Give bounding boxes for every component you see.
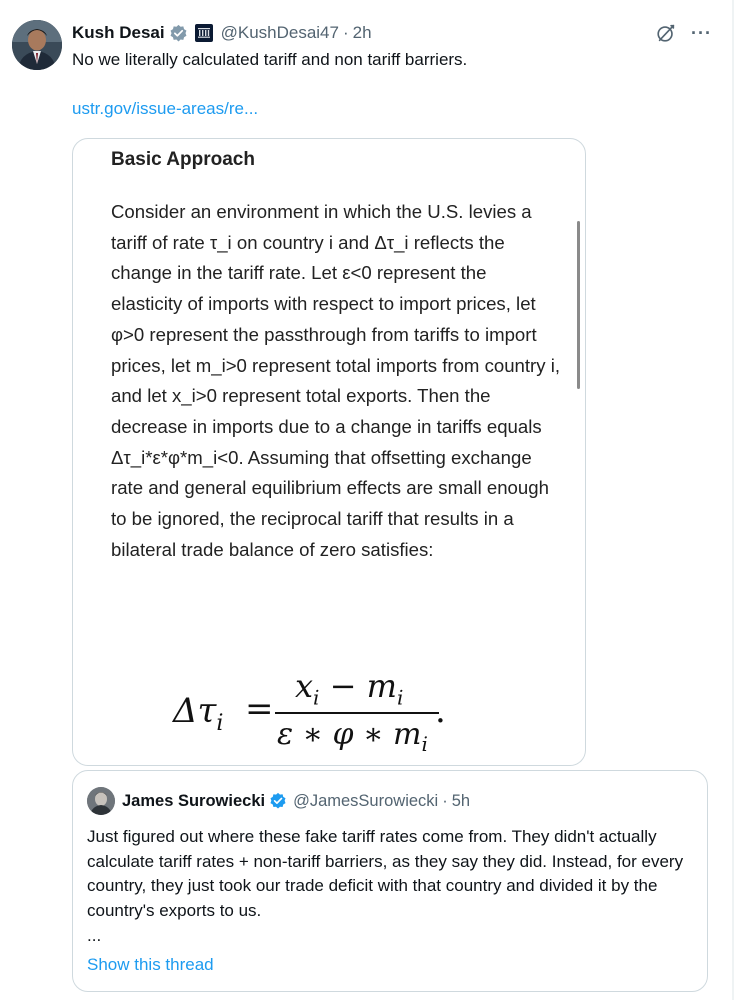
quoted-tweet-ellipsis: ... <box>87 926 102 945</box>
document-scrollbar <box>577 221 580 389</box>
header-separator: · <box>342 23 349 42</box>
more-options-icon[interactable]: ··· <box>691 23 712 43</box>
formula-equals: = <box>245 689 274 729</box>
quoted-tweet[interactable] <box>72 770 708 992</box>
quoted-author-handle: @JamesSurowiecki <box>293 791 439 810</box>
document-body: Consider an environment in which the U.S. levies a tariff of rate τ_i on country i and Δτ_i reflects the change in the tariff rate. Let ε<0 represent the elasticity of imports with respect to import prices, let φ>0 represent the passthrough from tariffs to import prices, let m_i>0 represent total imports from country i, and let x_i>0 represent total exports. Then the decrease in imports due to a change in tariffs equals Δτ_i*ε*φ*m_i<0. Assuming that offsetting exchange rate and general equilibrium effects are small enough to be ignored, the reciprocal tariff that results in a bilateral trade balance of zero satisfies: <box>111 201 561 560</box>
grok-icon[interactable] <box>655 22 677 44</box>
verified-badge-icon <box>169 24 188 43</box>
quoted-tweet-header <box>122 788 470 814</box>
media-image[interactable] <box>72 138 586 766</box>
show-thread-link[interactable]: Show this thread <box>87 955 214 974</box>
formula-lhs: $\Delta\tau_i$ <box>173 691 224 736</box>
tweet-actions-top <box>655 22 712 44</box>
affiliation-badge-icon[interactable] <box>195 24 213 42</box>
tweet-text: No we literally calculated tariff and non tariff barriers. <box>72 50 468 69</box>
formula-numerator: $x_i - m_i$ <box>295 667 404 710</box>
verified-badge-icon <box>269 792 287 810</box>
tariff-formula <box>173 667 553 762</box>
tweet-timestamp[interactable]: 2h <box>352 23 372 42</box>
author-name[interactable]: Kush Desai <box>72 23 165 42</box>
author-handle[interactable]: @KushDesai47 <box>220 23 339 42</box>
formula-denominator: ε ∗ φ ∗ $m_i$ <box>277 717 428 756</box>
quoted-author-name: James Surowiecki <box>122 791 266 810</box>
quoted-tweet-timestamp: 5h <box>451 791 471 810</box>
document-heading: Basic Approach <box>111 149 255 170</box>
formula-period: . <box>435 691 446 731</box>
quoted-header-separator: · <box>442 791 448 810</box>
quoted-tweet-text: Just figured out where these fake tariff rates come from. They didn't actually calculate tariff rates + non-tariff barriers, as they say they did. Instead, for every country, they just took our trade deficit with that country and divided it by the country's exports to us. <box>87 827 684 920</box>
formula-fraction-bar <box>275 712 439 714</box>
tweet-link[interactable]: ustr.gov/issue-areas/re... <box>72 99 259 118</box>
author-avatar[interactable] <box>12 20 62 70</box>
tweet-header <box>72 21 372 45</box>
quoted-author-avatar <box>87 787 115 815</box>
